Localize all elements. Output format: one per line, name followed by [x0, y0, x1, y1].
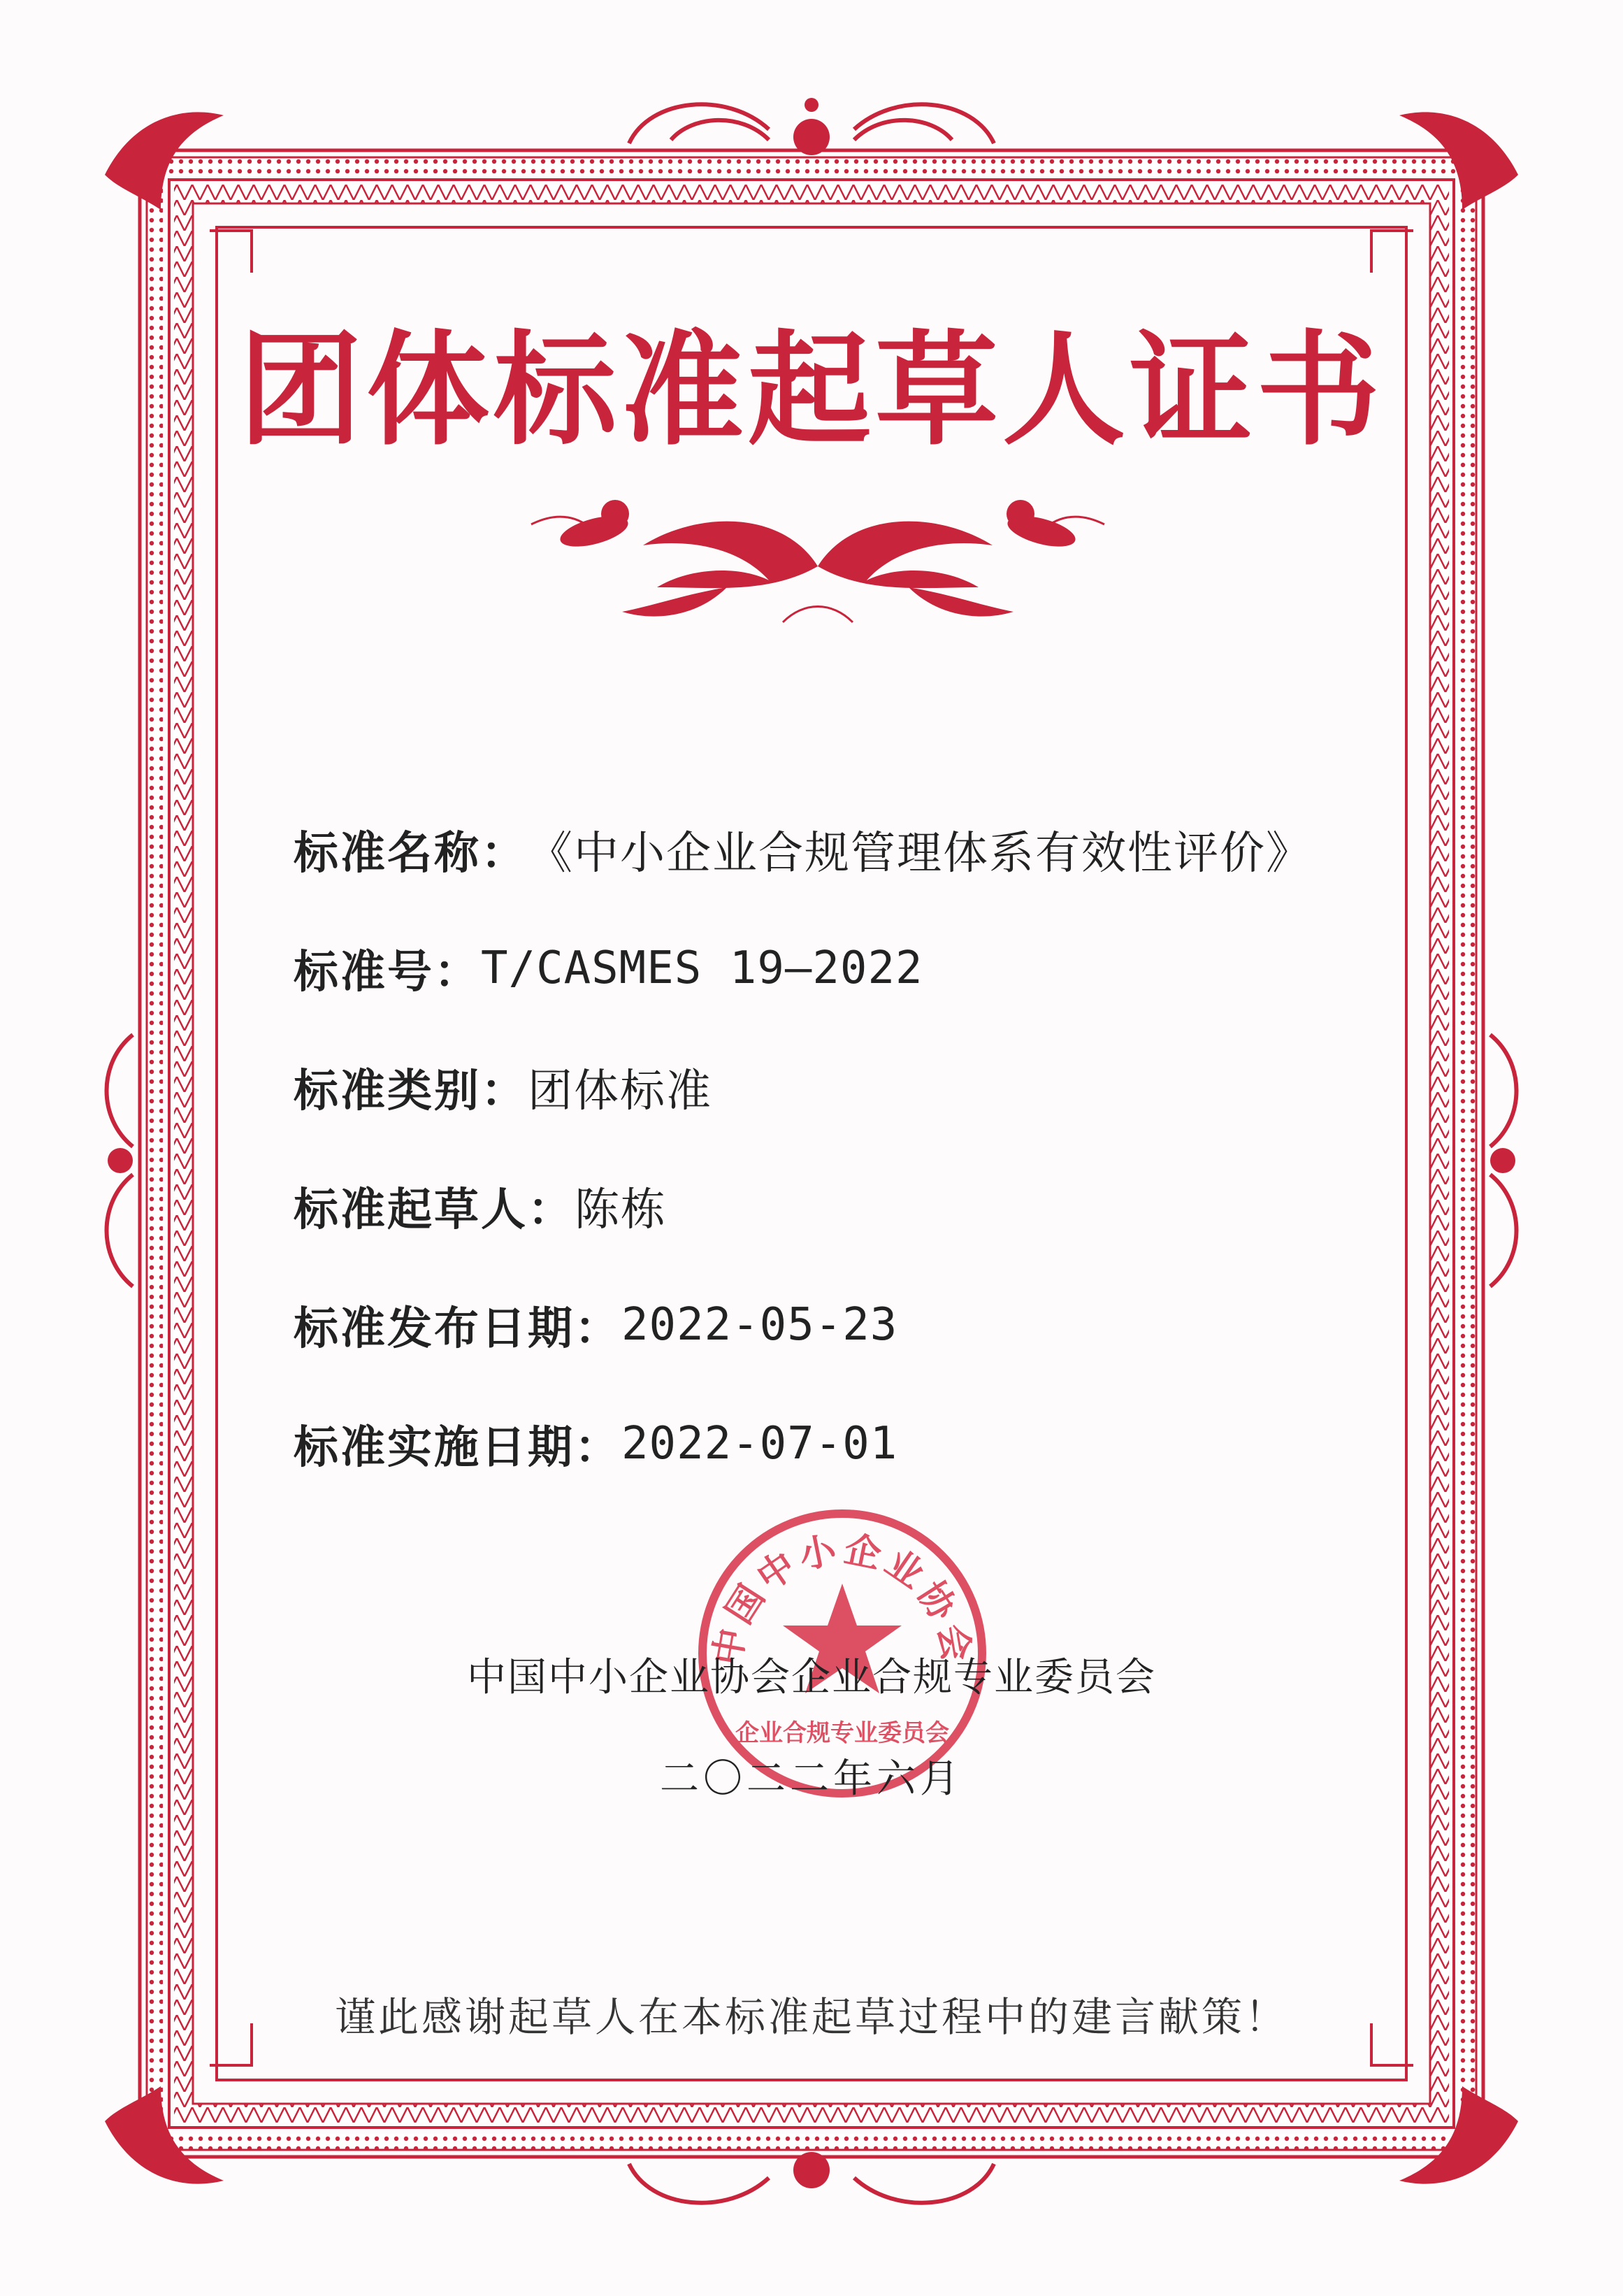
field-release-date — [294, 1265, 1412, 1384]
field-label: 标准实施日期： — [294, 1422, 621, 1474]
field-value: 2022-07-01 — [621, 1418, 898, 1470]
field-label: 标准起草人： — [294, 1184, 575, 1236]
field-standard-category — [294, 1028, 1412, 1147]
field-value: 陈栋 — [575, 1184, 667, 1236]
field-value: 2022-05-23 — [621, 1299, 898, 1351]
thanks-note: 谨此感谢起草人在本标准起草过程中的建言献策！ — [334, 1993, 1288, 2041]
issue-date: 二〇二二年六月 — [660, 1756, 963, 1802]
certificate-title: 团体标准起草人证书 — [238, 317, 1384, 462]
field-value: 团体标准 — [528, 1066, 712, 1117]
svg-text:中国中小企业协会: 中国中小企业协会 — [705, 1528, 979, 1669]
field-label: 标准发布日期： — [294, 1303, 621, 1355]
field-implementation-date — [294, 1384, 1412, 1503]
field-value: 《中小企业合规管理体系有效性评价》 — [528, 828, 1312, 880]
issuer-name: 中国中小企业协会企业合规专业委员会 — [467, 1655, 1156, 1700]
field-label: 标准号： — [294, 947, 481, 998]
field-value: T/CASMES 19—2022 — [481, 942, 923, 994]
svg-text:企业合规专业委员会: 企业合规专业委员会 — [735, 1719, 949, 1747]
field-label: 标准名称： — [294, 828, 528, 880]
field-drafter — [294, 1147, 1412, 1265]
field-standard-number — [294, 909, 1412, 1028]
floral-flourish-icon — [517, 482, 1118, 636]
field-standard-name — [294, 790, 1412, 909]
certificate-fields — [294, 790, 1412, 1503]
field-label: 标准类别： — [294, 1066, 528, 1117]
